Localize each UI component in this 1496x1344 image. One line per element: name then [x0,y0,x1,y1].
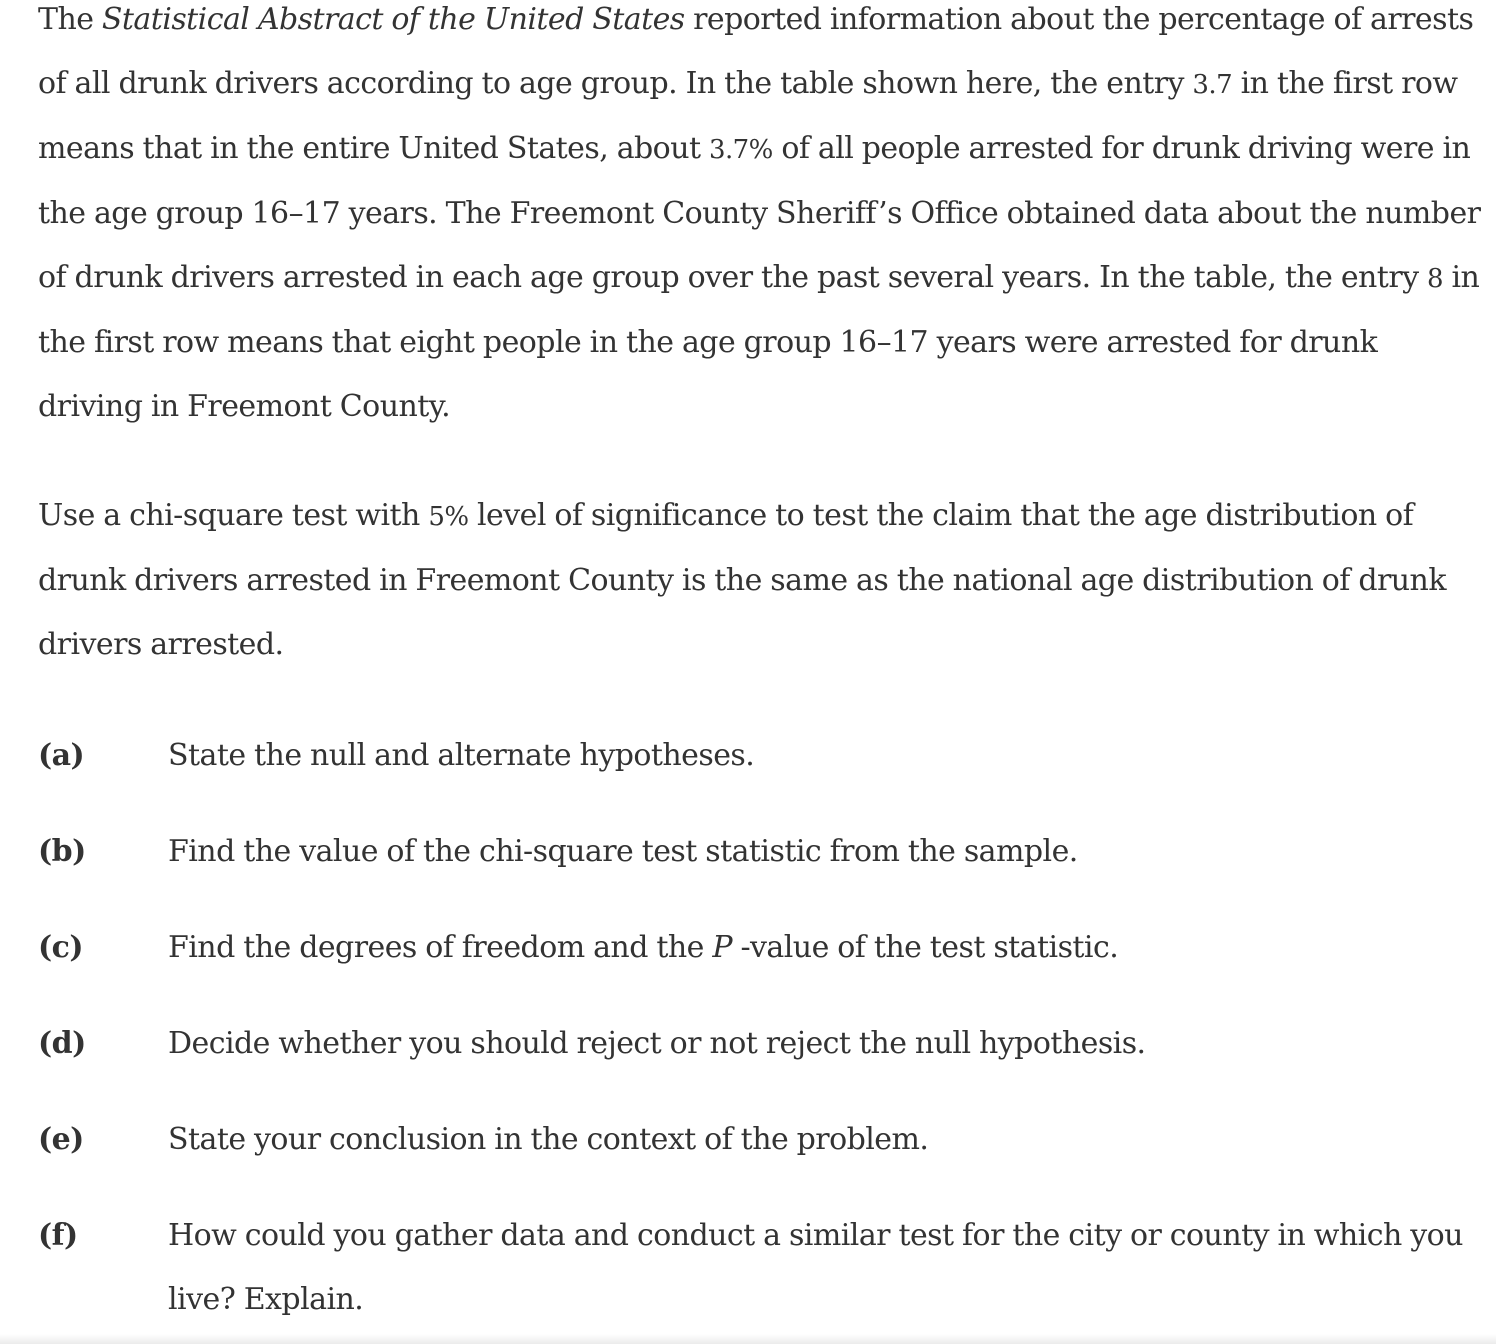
part-c-text-post: -value of the test statistic. [731,930,1119,965]
intro-text-1: The [38,2,102,37]
part-d-label: (d) [38,1026,86,1061]
part-f-label: (f) [38,1218,78,1253]
part-a-text: State the null and alternate hypotheses. [168,738,755,773]
source-title: Statistical Abstract of the United States [101,2,685,37]
part-a-label: (a) [38,738,85,773]
part-e-label: (e) [38,1122,84,1157]
task-paragraph [38,484,1488,677]
part-c-text-pre: Find the degrees of freedom and the [168,930,713,965]
intro-text-3: in the first row means that in the entire United States, about [38,66,1458,166]
part-f-text: How could you gather data and conduct a similar test for the city or county in which you live? Explain. [168,1218,1463,1317]
significance-level-value: 5% [428,502,469,532]
county-entry-value: 8 [1427,264,1443,294]
intro-paragraph [38,0,1488,439]
bottom-shadow-divider [0,1334,1496,1344]
p-variable: P [712,930,732,965]
part-c-text [168,916,1468,980]
part-d-text: Decide whether you should reject or not reject the null hypothesis. [168,1026,1146,1061]
intro-text-5: in the first row means that eight people in the age group 16–17 years were arrested for drunk driving in Freemont County. [38,260,1480,424]
part-e-text: State your conclusion in the context of the problem. [168,1122,929,1157]
task-text-1: Use a chi-square test with [38,498,429,533]
part-b-label: (b) [38,834,86,869]
task-text-2: level of significance to test the claim that the age distribution of drunk drivers arrested in Freemont County is the same as the national age distribution of drunk drivers arrested. [38,498,1446,662]
part-b-text: Find the value of the chi-square test statistic from the sample. [168,834,1078,869]
part-c-label: (c) [38,930,84,965]
intro-text-4: of all people arrested for drunk driving were in the age group 16–17 years. The Freemont County Sheriff’s Office obtained data about the number of drunk drivers arrested in each age group over the past several years. In the table, the entry [38,131,1481,295]
intro-text-2: reported information about the percentage of arrests of all drunk drivers according to age group. In the table shown here, the entry [38,2,1474,101]
national-percent-value: 3.7% [708,135,773,165]
national-entry-value: 3.7 [1192,70,1233,100]
